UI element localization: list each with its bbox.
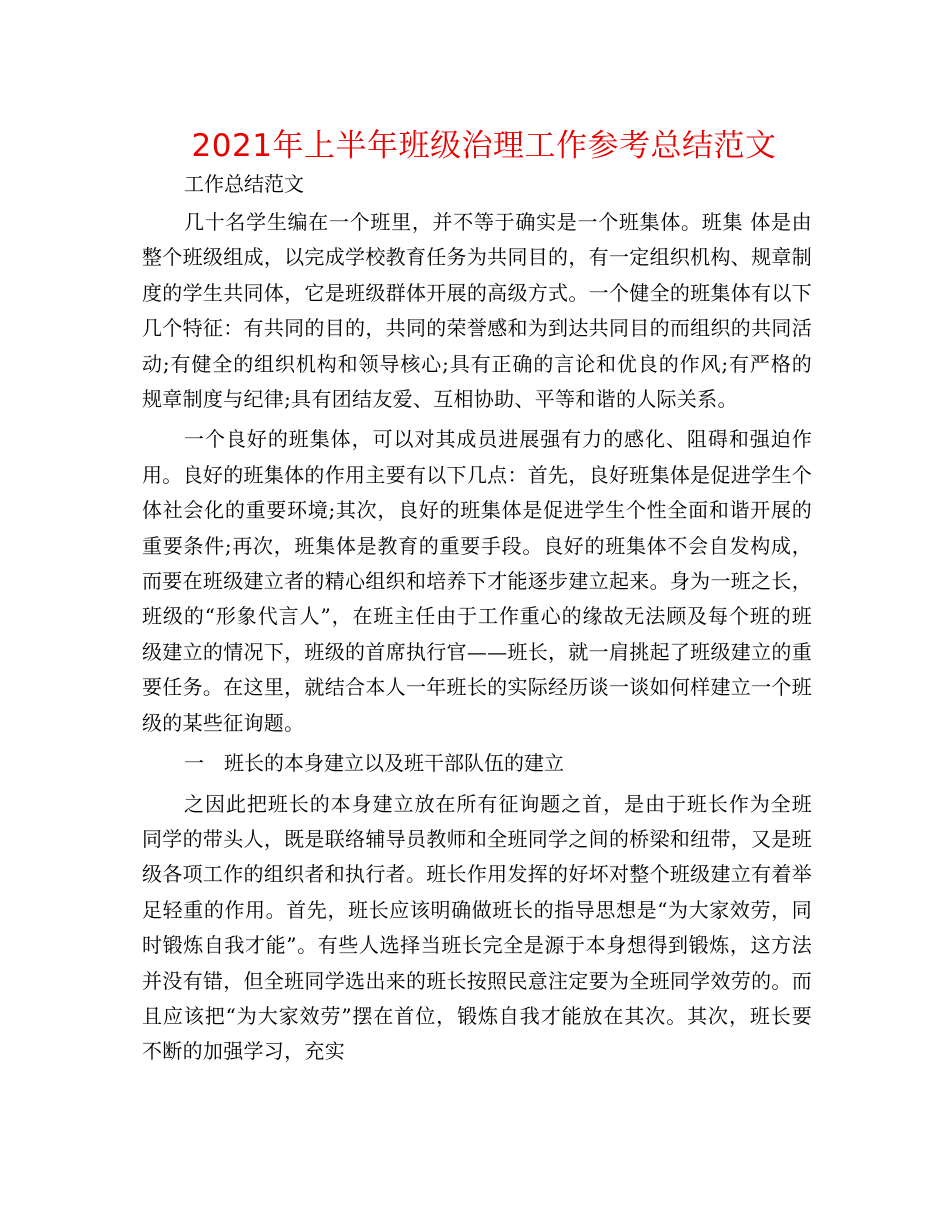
document-subtitle: 工作总结范文 (184, 172, 304, 196)
section-heading: 一 班长的本身建立以及班干部队伍的建立 (184, 751, 564, 776)
section-paragraph: 之因此把班长的本身建立放在所有征询题之首，是由于班长作为全班同学的带头人，既是联络辅导员教师和全班同学之间的桥梁和纽带，又是班级各项工作的组织者和执行者。班长作用发挥的好坏对整个班级建立有着举足轻重的作用。首先，班长应该明确做班长的指导思想是“为大家效劳，同时锻炼自我才能”。有些人选择当班长完全是源于本身想得到锻炼，这方法并没有错，但全班同学选出来的班长按照民意注定要为全班同学效劳的。而且应该把“为大家效劳”摆在首位，锻炼自我才能放在其次。其次，班长要不断的加强学习，充实 (142, 791, 812, 1064)
paragraph-2: 一个良好的班集体，可以对其成员进展强有力的感化、阻碍和强迫作用。良好的班集体的作用主要有以下几点：首先，良好班集体是促进学生个体社会化的重要环境;其次，良好的班集体是促进学生个性全面和谐开展的重要条件;再次，班集体是教育的重要手段。良好的班集体不会自发构成，而要在班级建立者的精心组织和培养下才能逐步建立起来。身为一班之长，班级的“形象代言人”，在班主任由于工作重心的缘故无法顾及每个班的班级建立的情况下，班级的首席执行官——班长，就一肩挑起了班级建立的重要任务。在这里，就结合本人一年班长的实际经历谈一谈如何样建立一个班级的某些征询题。 (142, 427, 812, 735)
paragraph-1: 几十名学生编在一个班里，并不等于确实是一个班集体。班集 体是由整个班级组成，以完成学校教育任务为共同目的，有一定组织机构、规章制度的学生共同体，它是班级群体开展的高级方式。一个健全的班集体有以下几个特征：有共同的目的，共同的荣誉感和为到达共同目的而组织的共同活动;有健全的组织机构和领导核心;具有正确的言论和优良的作风;有严格的规章制度与纪律;具有团结友爱、互相协助、平等和谐的人际关系。 (142, 210, 812, 412)
document-title: 2021年上半年班级治理工作参考总结范文 (191, 128, 777, 164)
